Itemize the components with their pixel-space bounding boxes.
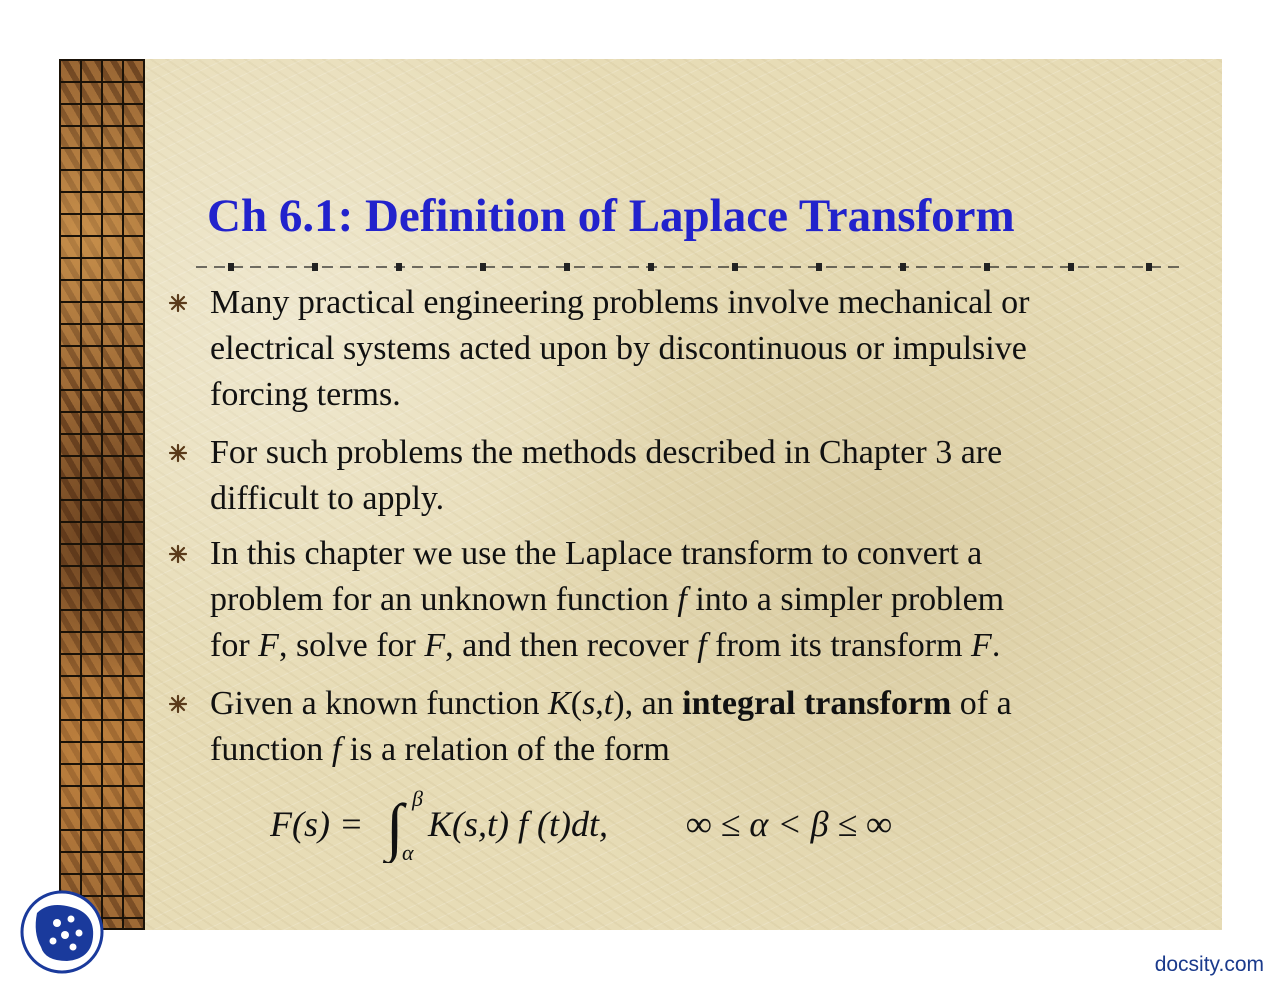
bullet-4-line-1: Given a known function K(s,t), an integral transform of a <box>210 685 1012 722</box>
integral-sign-icon: ∫ <box>386 791 404 862</box>
formula-lower-limit: α <box>402 840 414 863</box>
bullet-1-line-3: forcing terms. <box>210 376 401 413</box>
bullet-3-line-2: problem for an unknown function f into a simpler problem <box>210 581 1005 618</box>
asterisk-bullet-icon <box>168 544 188 564</box>
footer-brand-link[interactable]: docsity.com <box>1154 953 1264 976</box>
asterisk-bullet-icon <box>168 443 188 463</box>
asterisk-bullet-icon <box>168 293 188 313</box>
formula-lhs: F(s) = <box>270 804 364 844</box>
bullet-3-line-3: for F, solve for F, and then recover f from its transform F. <box>210 627 1001 664</box>
formula-upper-limit: β <box>412 788 423 811</box>
docsity-logo-icon <box>19 889 105 975</box>
formula-integrand: K(s,t) f (t)dt, <box>428 804 608 844</box>
bullet-3-line-1: In this chapter we use the Laplace transform to convert a <box>210 535 983 572</box>
integral-transform-term: integral transform <box>682 685 952 722</box>
slide-title: Ch 6.1: Definition of Laplace Transform <box>207 190 1015 242</box>
integral-transform-formula <box>270 788 950 863</box>
title-divider <box>196 260 1182 274</box>
bullet-1-line-2: electrical systems acted upon by discontinuous or impulsive <box>210 330 1027 367</box>
bullet-4-line-2: function f is a relation of the form <box>210 731 670 768</box>
formula-condition: ∞ ≤ α < β ≤ ∞ <box>686 804 892 844</box>
decorative-side-bar <box>59 59 145 930</box>
bullet-2-line-1: For such problems the methods described in Chapter 3 are <box>210 434 1003 471</box>
bullet-2-line-2: difficult to apply. <box>210 480 445 517</box>
bullet-1-line-1: Many practical engineering problems involve mechanical or <box>210 284 1030 321</box>
asterisk-bullet-icon <box>168 694 188 714</box>
